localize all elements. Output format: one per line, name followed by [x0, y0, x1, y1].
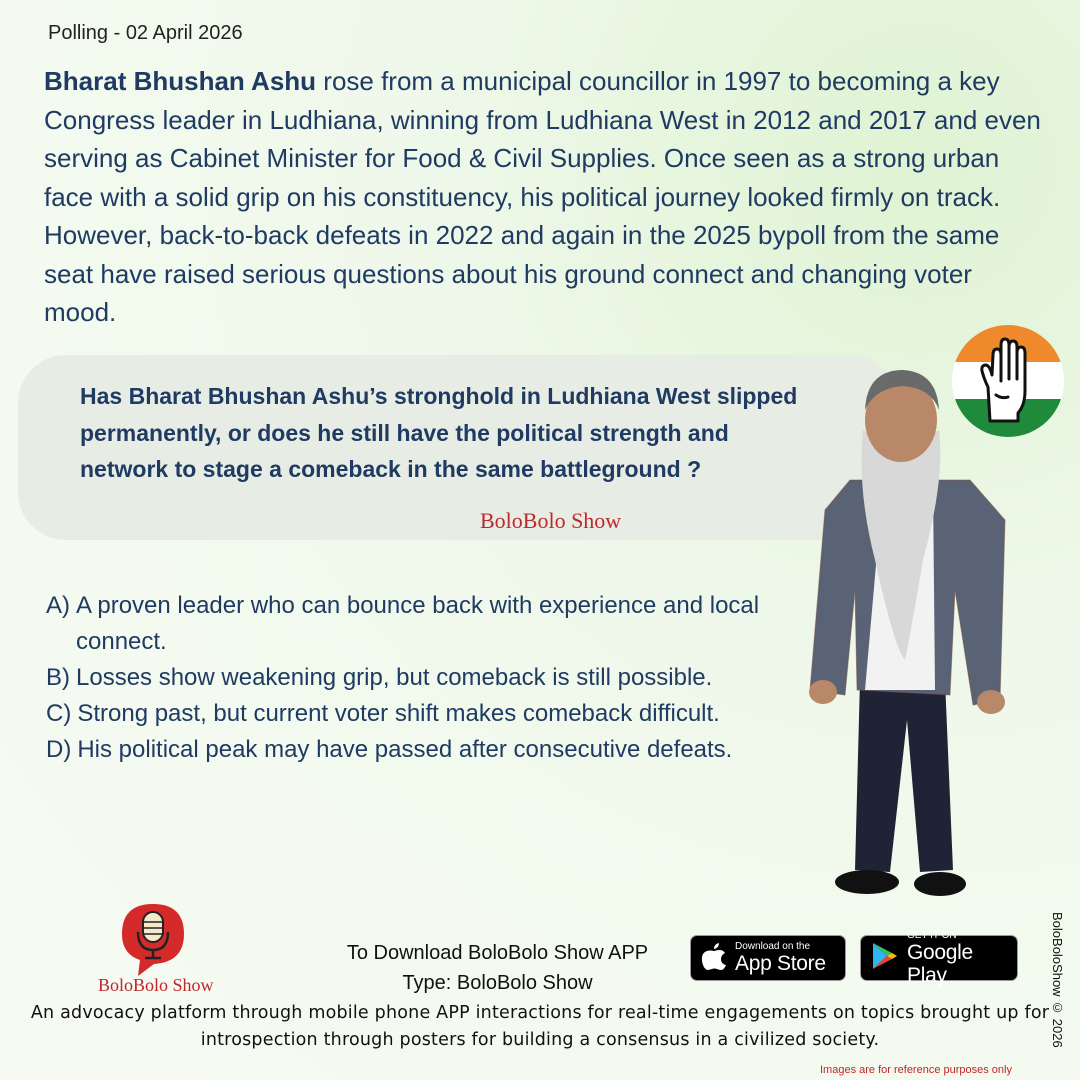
option-c[interactable]: [46, 696, 766, 732]
copyright-text: BoloBoloShow © 2026: [1050, 912, 1065, 1048]
option-letter: B): [46, 664, 70, 691]
option-text: A proven leader who can bounce back with experience and local connect.: [76, 592, 760, 655]
logo-text: BoloBolo Show: [98, 975, 214, 995]
google-play-button[interactable]: [860, 929, 1018, 987]
poll-date: Polling - 02 April 2026: [48, 22, 243, 44]
google-play-icon: [871, 941, 899, 976]
option-letter: C): [46, 700, 72, 727]
brand-watermark: BoloBolo Show: [480, 508, 622, 533]
option-d[interactable]: [46, 732, 766, 768]
download-info: [330, 938, 665, 998]
apple-icon: [701, 941, 727, 976]
option-text: Strong past, but current voter shift makes comeback difficult.: [77, 700, 720, 727]
options-list: [46, 588, 766, 768]
option-text: Losses show weakening grip, but comeback is still possible.: [76, 664, 713, 691]
leader-photo: [795, 360, 1020, 910]
microphone-chat-icon: [118, 900, 188, 978]
option-letter: D): [46, 736, 72, 763]
app-store-small: Download on the: [735, 941, 811, 952]
intro-text: rose from a municipal councillor in 1997 to becoming a key Congress leader in Ludhiana, winning from Ludhiana West in 2012 and 2017 and even serving as Cabinet Minister for Food & Civil Supplies. Once seen as a strong urban face with a solid grip on his constituency, his political journey looked firmly on track. However, back-to-back defeats in 2022 and again in the 2025 bypoll from the same seat have raised serious questions about his ground connect and changing voter mood.: [44, 66, 1041, 327]
poll-question: Has Bharat Bhushan Ashu’s stronghold in Ludhiana West slipped permanently, or does he still have the political strength and network to stage a comeback in the same battleground ?: [80, 383, 798, 482]
intro-paragraph: [44, 62, 1044, 332]
google-play-label: Google Play: [907, 940, 973, 987]
google-play-small: GET IT ON: [907, 929, 957, 941]
option-letter: A): [46, 592, 70, 619]
footer-text: An advocacy platform through mobile phone APP interactions for real-time engagements on topics brought up for introspection through posters for building a consensus in a civilized society.: [30, 1003, 1050, 1050]
disclaimer-text: Images are for reference purposes only: [820, 1064, 1012, 1076]
option-a[interactable]: [46, 588, 766, 660]
option-text: His political peak may have passed after consecutive defeats.: [77, 736, 733, 763]
download-type-line: Type: BoloBolo Show: [402, 972, 593, 994]
option-b[interactable]: [46, 660, 766, 696]
download-line: To Download BoloBolo Show APP: [346, 942, 649, 964]
app-store-label: App Store: [735, 952, 826, 975]
leader-name: Bharat Bhushan Ashu: [44, 66, 317, 96]
app-store-button[interactable]: [690, 935, 846, 981]
